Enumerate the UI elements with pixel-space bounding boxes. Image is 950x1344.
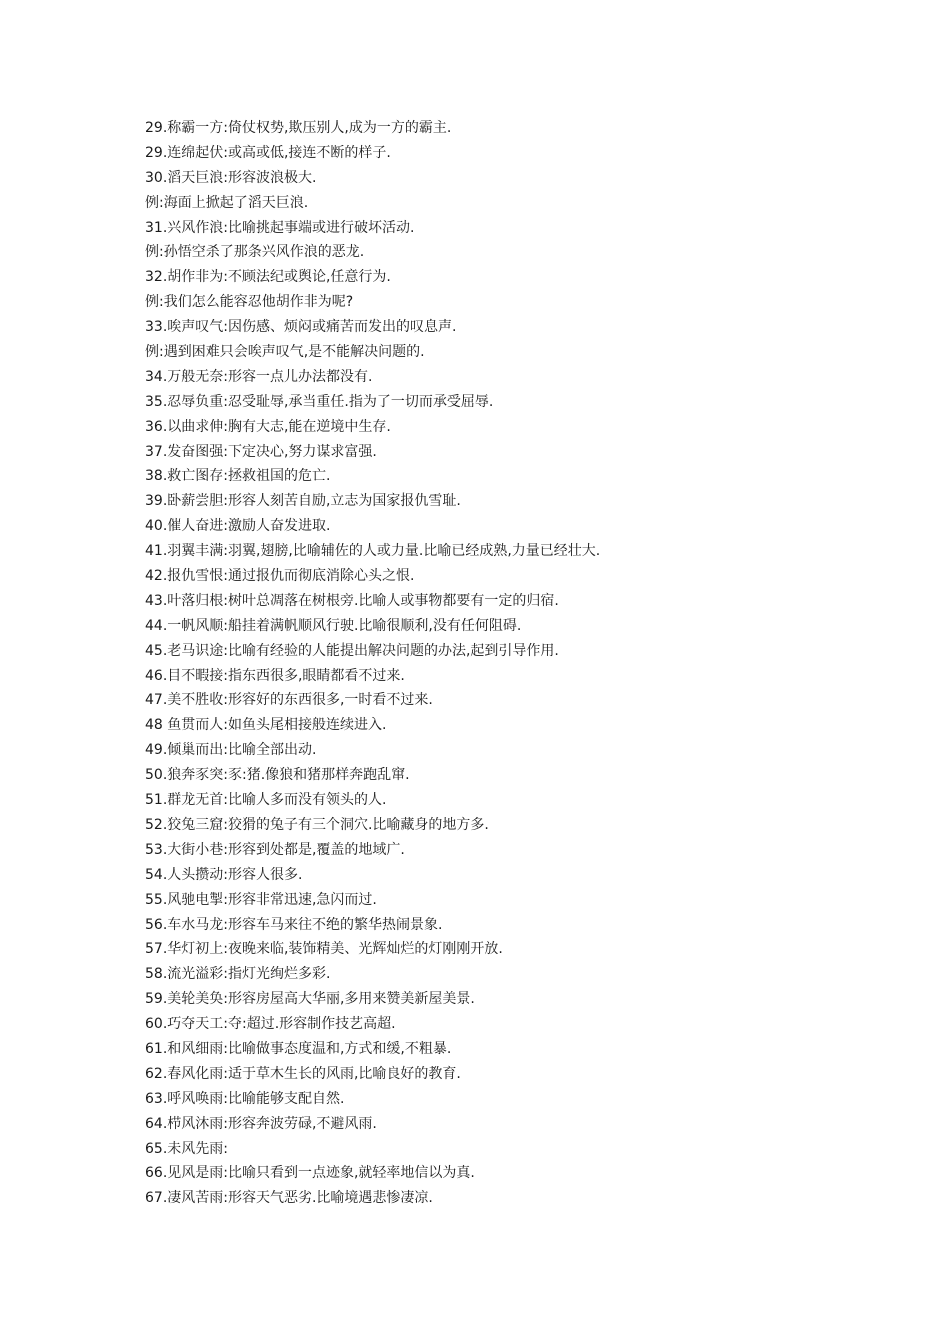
list-line: 59.美轮美奂:形容房屋高大华丽,多用来赞美新屋美景. bbox=[145, 991, 475, 1008]
list-line: 60.巧夺天工:夺:超过.形容制作技艺高超. bbox=[145, 1016, 396, 1033]
list-line: 30.滔天巨浪:形容波浪极大. bbox=[145, 169, 317, 186]
list-line: 31.兴风作浪:比喻挑起事端或进行破坏活动. bbox=[145, 219, 415, 236]
list-line: 29.连绵起伏:或高或低,接连不断的样子. bbox=[145, 144, 391, 161]
list-line: 62.春风化雨:适于草木生长的风雨,比喻良好的教育. bbox=[145, 1065, 461, 1082]
list-line: 53.大街小巷:形容到处都是,覆盖的地域广. bbox=[145, 841, 405, 858]
list-line: 49.倾巢而出:比喻全部出动. bbox=[145, 742, 317, 759]
list-line: 33.唉声叹气:因伤感、烦闷或痛苦而发出的叹息声. bbox=[145, 319, 457, 336]
list-line: 37.发奋图强:下定决心,努力谋求富强. bbox=[145, 443, 377, 460]
list-line: 50.狼奔豕突:豕:猪.像狼和猪那样奔跑乱窜. bbox=[145, 767, 410, 784]
list-line: 例:孙悟空杀了那条兴风作浪的恶龙. bbox=[145, 244, 365, 261]
list-line: 例:海面上掀起了滔天巨浪. bbox=[145, 194, 309, 211]
list-line: 29.称霸一方:倚仗权势,欺压别人,成为一方的霸主. bbox=[145, 120, 452, 136]
list-line: 64.栉风沐雨:形容奔波劳碌,不避风雨. bbox=[145, 1115, 377, 1132]
list-line: 63.呼风唤雨:比喻能够支配自然. bbox=[145, 1090, 345, 1107]
list-line: 58.流光溢彩:指灯光绚烂多彩. bbox=[145, 966, 331, 983]
list-line: 38.救亡图存:拯救祖国的危亡. bbox=[145, 468, 331, 485]
list-line: 55.风驰电掣:形容非常迅速,急闪而过. bbox=[145, 891, 377, 908]
list-line: 67.凄风苦雨:形容天气恶劣.比喻境遇悲惨凄凉. bbox=[145, 1190, 433, 1207]
list-line: 65.未风先雨: bbox=[145, 1140, 228, 1157]
list-line: 42.报仇雪恨:通过报仇而彻底消除心头之恨. bbox=[145, 568, 415, 585]
list-line: 57.华灯初上:夜晚来临,装饰精美、光辉灿烂的灯刚刚开放. bbox=[145, 941, 503, 958]
list-line: 39.卧薪尝胆:形容人刻苦自励,立志为国家报仇雪耻. bbox=[145, 493, 461, 510]
list-line: 36.以曲求伸:胸有大志,能在逆境中生存. bbox=[145, 418, 391, 435]
list-line: 48 鱼贯而人:如鱼头尾相接般连续进入. bbox=[145, 717, 387, 734]
list-line: 47.美不胜收:形容好的东西很多,一时看不过来. bbox=[145, 692, 433, 709]
list-line: 56.车水马龙:形容车马来往不绝的繁华热闹景象. bbox=[145, 916, 443, 933]
list-line: 35.忍辱负重:忍受耻辱,承当重任.指为了一切而承受屈辱. bbox=[145, 393, 494, 410]
list-line: 例:我们怎么能容忍他胡作非为呢? bbox=[145, 294, 354, 311]
list-line: 40.催人奋进:激励人奋发进取. bbox=[145, 518, 331, 535]
list-line: 66.见风是雨:比喻只看到一点迹象,就轻率地信以为真. bbox=[145, 1165, 475, 1182]
idiom-list bbox=[145, 116, 865, 1211]
list-line: 46.目不暇接:指东西很多,眼睛都看不过来. bbox=[145, 667, 405, 684]
list-line: 51.群龙无首:比喻人多而没有领头的人. bbox=[145, 792, 387, 809]
list-line: 例:遇到困难只会唉声叹气,是不能解决问题的. bbox=[145, 344, 425, 361]
list-line: 41.羽翼丰满:羽翼,翅膀,比喻辅佐的人或力量.比喻已经成熟,力量已经壮大. bbox=[145, 543, 601, 560]
list-line: 52.狡兔三窟:狡猾的兔子有三个洞穴.比喻藏身的地方多. bbox=[145, 816, 489, 833]
list-line: 32.胡作非为:不顾法纪或舆论,任意行为. bbox=[145, 269, 391, 286]
list-line: 61.和风细雨:比喻做事态度温和,方式和缓,不粗暴. bbox=[145, 1040, 452, 1057]
list-line: 54.人头攒动:形容人很多. bbox=[145, 866, 303, 883]
list-line: 43.叶落归根:树叶总凋落在树根旁.比喻人或事物都要有一定的归宿. bbox=[145, 592, 559, 609]
list-line: 34.万般无奈:形容一点儿办法都没有. bbox=[145, 368, 373, 385]
list-line: 45.老马识途:比喻有经验的人能提出解决问题的办法,起到引导作用. bbox=[145, 642, 559, 659]
list-line: 44.一帆风顺:船挂着满帆顺风行驶.比喻很顺利,没有任何阻碍. bbox=[145, 617, 522, 634]
